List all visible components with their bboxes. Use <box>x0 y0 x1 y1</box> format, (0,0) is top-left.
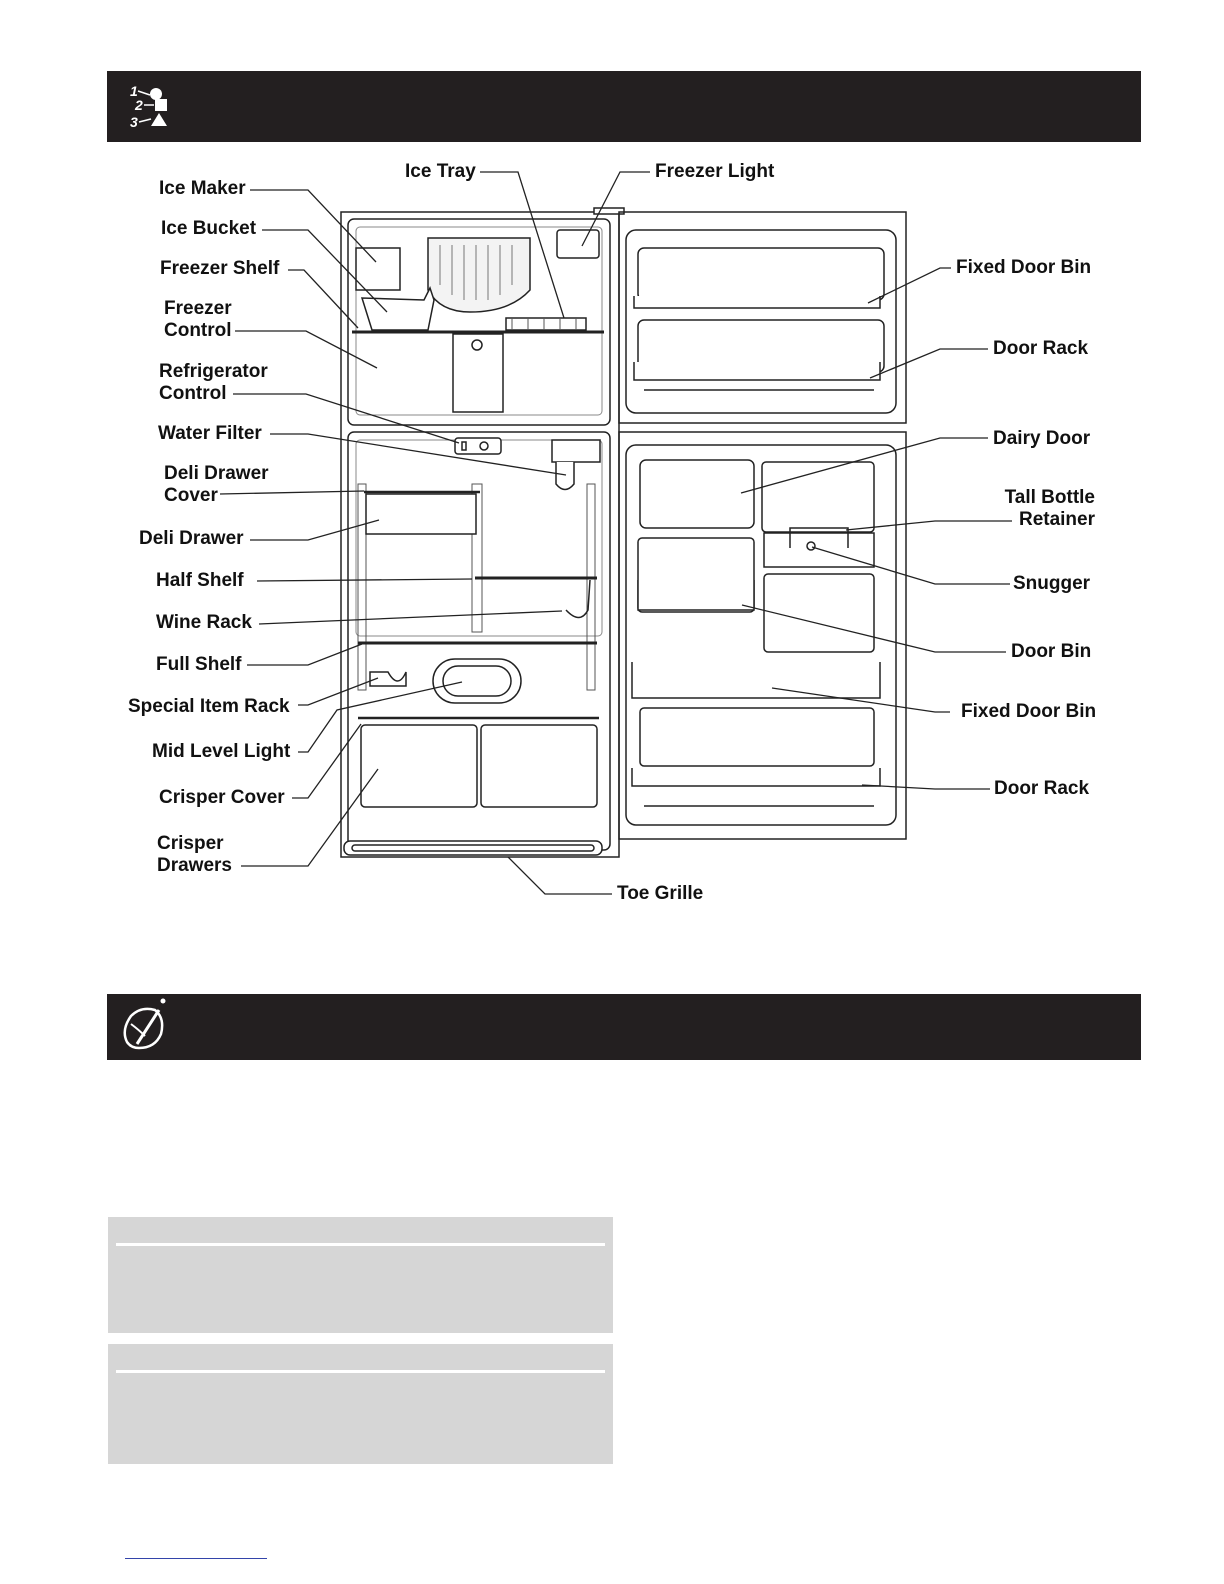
label-freezer-control-line1: Freezer <box>164 298 232 319</box>
label-crisper-cover: Crisper Cover <box>159 787 285 808</box>
label-wine-rack: Wine Rack <box>156 612 252 633</box>
water-filter-shape <box>556 462 574 490</box>
leader-lines <box>220 172 1012 894</box>
notes-header-bar <box>107 994 1141 1060</box>
note-box-1-rule <box>116 1243 605 1246</box>
label-fixed-door-bin-top: Fixed Door Bin <box>956 257 1092 278</box>
freezer-door <box>619 212 906 423</box>
toe-grille-shape <box>344 841 602 855</box>
label-ice-maker: Ice Maker <box>159 178 246 199</box>
label-water-filter: Water Filter <box>158 423 262 444</box>
ice-tray-shape <box>506 318 586 330</box>
ice-bucket-shape <box>362 288 434 330</box>
footer-rule <box>125 1558 267 1559</box>
ice-maker <box>356 248 400 290</box>
note-box-1 <box>108 1217 613 1333</box>
wine-rack-shape <box>566 580 590 618</box>
label-special-item-rack: Special Item Rack <box>128 696 290 717</box>
label-refrigerator-control-line1: Refrigerator <box>159 361 268 382</box>
label-door-rack-bottom: Door Rack <box>994 778 1090 799</box>
label-snugger: Snugger <box>1013 573 1091 594</box>
pen-notepad-icon <box>115 994 185 1060</box>
label-deli-drawer-cover-line1: Deli Drawer <box>164 463 269 484</box>
crisper-drawer-left <box>361 725 477 807</box>
door-bin-shape <box>638 580 754 610</box>
label-half-shelf: Half Shelf <box>156 570 244 591</box>
step-2-number: 2 <box>135 97 143 113</box>
label-mid-level-light: Mid Level Light <box>152 741 291 762</box>
door-rack-top-shape <box>634 362 880 380</box>
crisper-drawer-right <box>481 725 597 807</box>
label-freezer-shelf: Freezer Shelf <box>160 258 280 279</box>
label-freezer-control-line2: Control <box>164 320 232 341</box>
label-toe-grille: Toe Grille <box>617 883 704 904</box>
label-tall-bottle-retainer-line1: Tall Bottle <box>1004 487 1095 508</box>
label-ice-bucket: Ice Bucket <box>161 218 257 239</box>
deli-drawer-shape <box>366 494 476 534</box>
ice-maker-housing <box>428 238 530 312</box>
label-refrigerator-control-line2: Control <box>159 383 227 404</box>
dairy-door-shape <box>640 460 754 528</box>
label-deli-drawer: Deli Drawer <box>139 528 244 549</box>
label-fixed-door-bin-bottom: Fixed Door Bin <box>961 701 1097 722</box>
label-ice-tray: Ice Tray <box>405 161 476 182</box>
freezer-light-shape <box>557 230 599 258</box>
label-deli-drawer-cover-line2: Cover <box>164 485 218 506</box>
fixed-door-bin-bottom-shape <box>632 662 880 698</box>
door-rack-bottom-shape <box>632 768 880 786</box>
fixed-door-bin-top-shape <box>634 296 880 308</box>
label-freezer-light: Freezer Light <box>655 161 775 182</box>
label-tall-bottle-retainer-line2: Retainer <box>1018 509 1095 530</box>
step-3-number: 3 <box>130 114 138 130</box>
note-box-2-rule <box>116 1370 605 1373</box>
label-door-bin: Door Bin <box>1011 641 1092 662</box>
label-crisper-drawers-line2: Drawers <box>157 855 232 876</box>
note-box-2 <box>108 1344 613 1464</box>
label-crisper-drawers-line1: Crisper <box>157 833 224 854</box>
label-dairy-door: Dairy Door <box>993 428 1091 449</box>
step-1-number: 1 <box>130 83 138 99</box>
label-full-shelf: Full Shelf <box>156 654 242 675</box>
label-door-rack-top: Door Rack <box>993 338 1089 359</box>
